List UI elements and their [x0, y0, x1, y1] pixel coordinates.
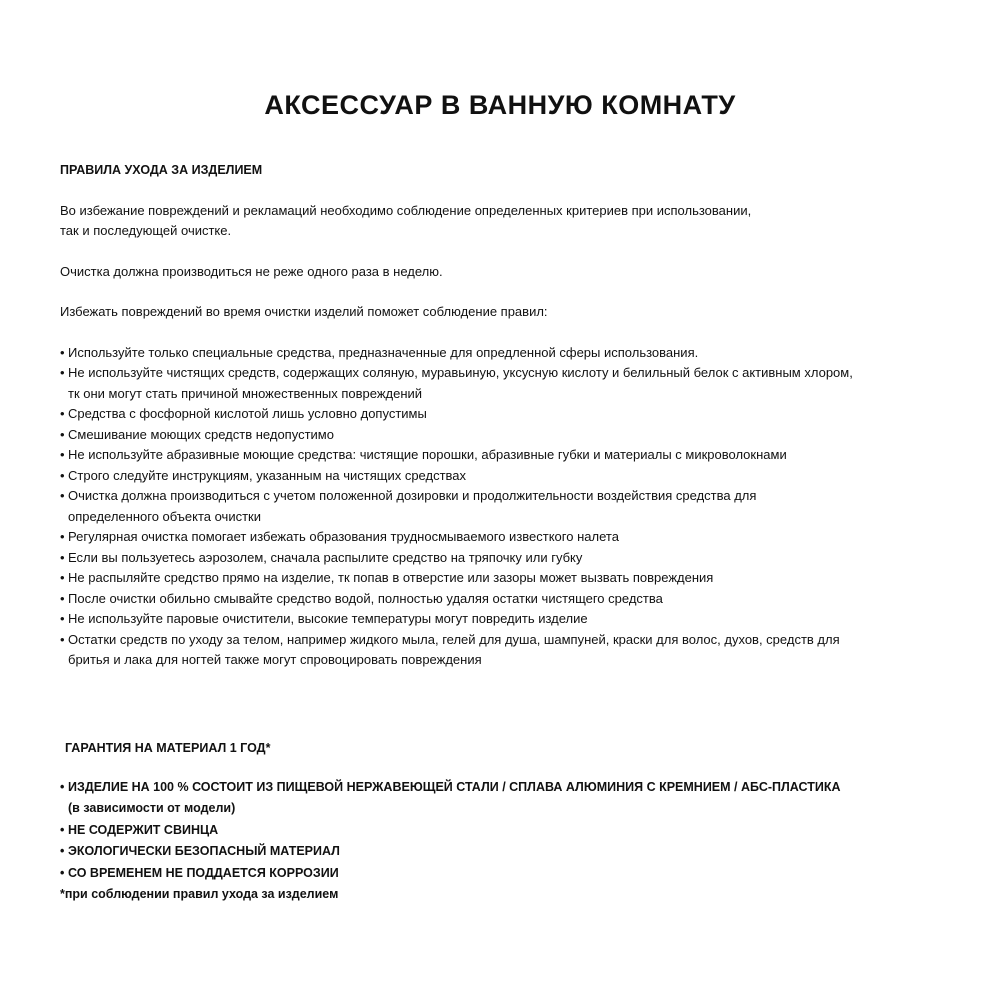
warranty-section [60, 738, 960, 906]
warranty-feature-item-text: НЕ СОДЕРЖИТ СВИНЦА [68, 822, 219, 837]
warranty-feature-item-text: ИЗДЕЛИЕ НА 100 % СОСТОИТ ИЗ ПИЩЕВОЙ НЕРЖАВЕЮЩЕЙ СТАЛИ / СПЛАВА АЛЮМИНИЯ С КРЕМНИЕМ / АБС-ПЛАСТИКА [68, 779, 841, 794]
care-rule-item [60, 425, 940, 446]
care-rule-item [60, 486, 940, 527]
warranty-heading: ГАРАНТИЯ НА МАТЕРИАЛ 1 ГОД* [65, 741, 271, 755]
warranty-feature-item [60, 777, 960, 820]
bullet-icon: • [60, 779, 65, 794]
care-lead: Избежать повреждений во время очистки изделий поможет соблюдение правил: [60, 304, 548, 319]
care-rule-item-text: Средства с фосфорной кислотой лишь условно допустимы [68, 406, 427, 421]
care-frequency: Очистка должна производиться не реже одного раза в неделю. [60, 263, 443, 279]
bullet-icon: • [60, 426, 65, 442]
care-intro [60, 201, 940, 242]
bullet-icon: • [60, 467, 65, 483]
page-title: АКСЕССУАР В ВАННУЮ КОМНАТУ [264, 90, 736, 120]
care-heading: ПРАВИЛА УХОДА ЗА ИЗДЕЛИЕМ [60, 163, 263, 177]
care-rule-item [60, 568, 940, 589]
warranty-feature-item [60, 863, 960, 885]
bullet-icon: • [60, 822, 65, 837]
bullet-icon: • [60, 529, 65, 544]
care-rule-item [60, 343, 940, 364]
care-rule-item-text: Смешивание моющих средств недопустимо [68, 426, 334, 442]
warranty-feature-item-text: ЭКОЛОГИЧЕСКИ БЕЗОПАСНЫЙ МАТЕРИАЛ [68, 844, 340, 858]
bullet-icon: • [60, 365, 65, 380]
care-rule-item [60, 527, 940, 548]
bullet-icon: • [60, 488, 65, 503]
care-rule-item [60, 445, 940, 466]
care-rule-item-text: бритья и лака для ногтей также могут спровоцировать повреждения [68, 652, 482, 667]
warranty-feature-item [60, 841, 960, 863]
care-rule-item [60, 363, 940, 404]
warranty-footnote: *при соблюдении правил ухода за изделием [60, 887, 339, 901]
care-intro-line: Во избежание повреждений и рекламаций необходимо соблюдение определенных критериев при использовании, [60, 202, 752, 218]
bullet-icon: • [60, 631, 65, 647]
care-rule-item-text: Регулярная очистка помогает избежать образования трудносмываемого известкого налета [68, 529, 619, 544]
care-rule-item-text: Если вы пользуетесь аэрозолем, сначала распылите средство на тряпочку или губку [68, 549, 583, 565]
warranty-feature-item-text: (в зависимости от модели) [68, 801, 236, 815]
care-rule-item [60, 630, 940, 671]
care-rule-item [60, 589, 940, 610]
care-rule-item-text: Строго следуйте инструкциям, указанным на чистящих средствах [68, 467, 467, 483]
bullet-icon: • [60, 570, 65, 585]
bullet-icon: • [60, 865, 65, 880]
bullet-icon: • [60, 590, 65, 606]
care-rule-item-text: Очистка должна производиться с учетом положенной дозировки и продолжительности воздействия средства для [68, 488, 757, 503]
warranty-features-list [60, 777, 960, 885]
care-rule-item-text: Не используйте абразивные моющие средства: чистящие порошки, абразивные губки и материалы с микроволокнами [68, 447, 787, 462]
care-rule-item [60, 466, 940, 487]
care-intro-line: так и последующей очистке. [60, 223, 232, 238]
care-rule-item-text: Остатки средств по уходу за телом, например жидкого мыла, гелей для душа, шампуней, краски для волос, духов, средств для [68, 631, 840, 647]
bullet-icon: • [60, 447, 65, 462]
care-rule-item [60, 548, 940, 569]
care-rule-item-text: Не используйте чистящих средств, содержащих соляную, муравьиную, уксусную кислоту и белильный белок с активным хлором, [68, 365, 853, 380]
bullet-icon: • [60, 844, 65, 858]
bullet-icon: • [60, 406, 65, 421]
care-section [60, 160, 940, 671]
care-rule-item [60, 609, 940, 630]
care-rule-item-text: определенного объекта очистки [68, 508, 261, 524]
warranty-feature-item [60, 820, 960, 842]
care-rule-item-text: Не используйте паровые очистители, высокие температуры могут повредить изделие [68, 611, 588, 626]
care-rule-item-text: После очистки обильно смывайте средство водой, полностью удаляя остатки чистящего средства [68, 590, 663, 606]
care-rule-item-text: Не распыляйте средство прямо на изделие, тк попав в отверстие или зазоры может вызвать повреждения [68, 570, 714, 585]
care-rules-list [60, 343, 940, 671]
bullet-icon: • [60, 611, 65, 626]
care-rule-item [60, 404, 940, 425]
bullet-icon: • [60, 549, 65, 565]
care-rule-item-text: тк они могут стать причиной множественных повреждений [68, 385, 423, 401]
bullet-icon: • [60, 344, 65, 360]
care-rule-item-text: Используйте только специальные средства, предназначенные для опредленной сферы использования. [68, 344, 699, 360]
warranty-feature-item-text: СО ВРЕМЕНЕМ НЕ ПОДДАЕТСЯ КОРРОЗИИ [68, 865, 339, 880]
